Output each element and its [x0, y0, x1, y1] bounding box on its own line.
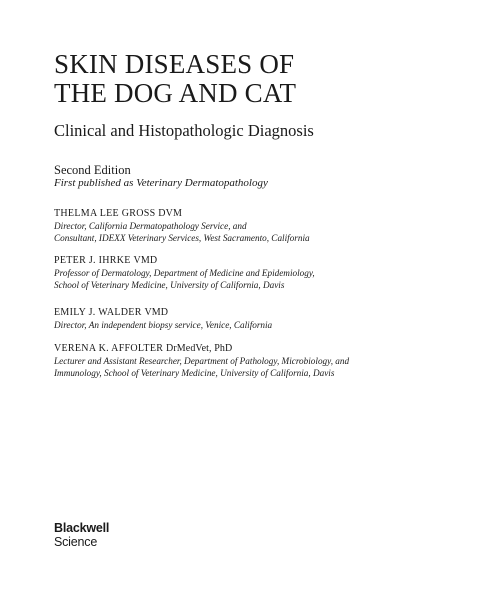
author-ihrke — [54, 254, 315, 291]
edition-label: Second Edition — [54, 163, 131, 177]
author-name: EMILY J. WALDER — [54, 307, 142, 318]
author-degree: VMD — [133, 255, 158, 266]
author-name: THELMA LEE GROSS — [54, 208, 156, 219]
author-gross — [54, 207, 310, 244]
author-affiliation-line: Consultant, IDEXX Veterinary Services, West Sacramento, California — [54, 233, 310, 243]
publisher-logo — [54, 521, 109, 549]
author-name: VERENA K. AFFOLTER — [54, 343, 164, 354]
author-affolter — [54, 342, 349, 379]
author-affiliation-line: Director, California Dermatopathology Service, and — [54, 221, 247, 231]
author-degree: DVM — [158, 208, 182, 219]
author-affiliation-line: Professor of Dermatology, Department of Medicine and Epidemiology, — [54, 268, 315, 278]
publisher-name: Blackwell — [54, 521, 110, 535]
edition-block — [54, 163, 268, 190]
author-degree: DrMedVet, PhD — [166, 343, 233, 354]
edition-note: First published as Veterinary Dermatopathology — [54, 177, 268, 189]
author-degree: VMD — [144, 307, 169, 318]
book-title-line-2: THE DOG AND CAT — [54, 78, 297, 108]
publisher-imprint: Science — [54, 535, 98, 549]
author-name: PETER J. IHRKE — [54, 255, 131, 266]
author-affiliation-line: Director, An independent biopsy service, Venice, California — [54, 320, 273, 330]
book-subtitle: Clinical and Histopathologic Diagnosis — [54, 121, 314, 140]
author-affiliation-line: School of Veterinary Medicine, University of California, Davis — [54, 280, 285, 290]
book-title — [54, 50, 296, 108]
author-affiliation-line: Immunology, School of Veterinary Medicine, University of California, Davis — [54, 368, 335, 378]
book-title-line-1: SKIN DISEASES OF — [54, 49, 295, 79]
author-affiliation-line: Lecturer and Assistant Researcher, Department of Pathology, Microbiology, and — [54, 356, 350, 366]
author-walder — [54, 306, 272, 331]
